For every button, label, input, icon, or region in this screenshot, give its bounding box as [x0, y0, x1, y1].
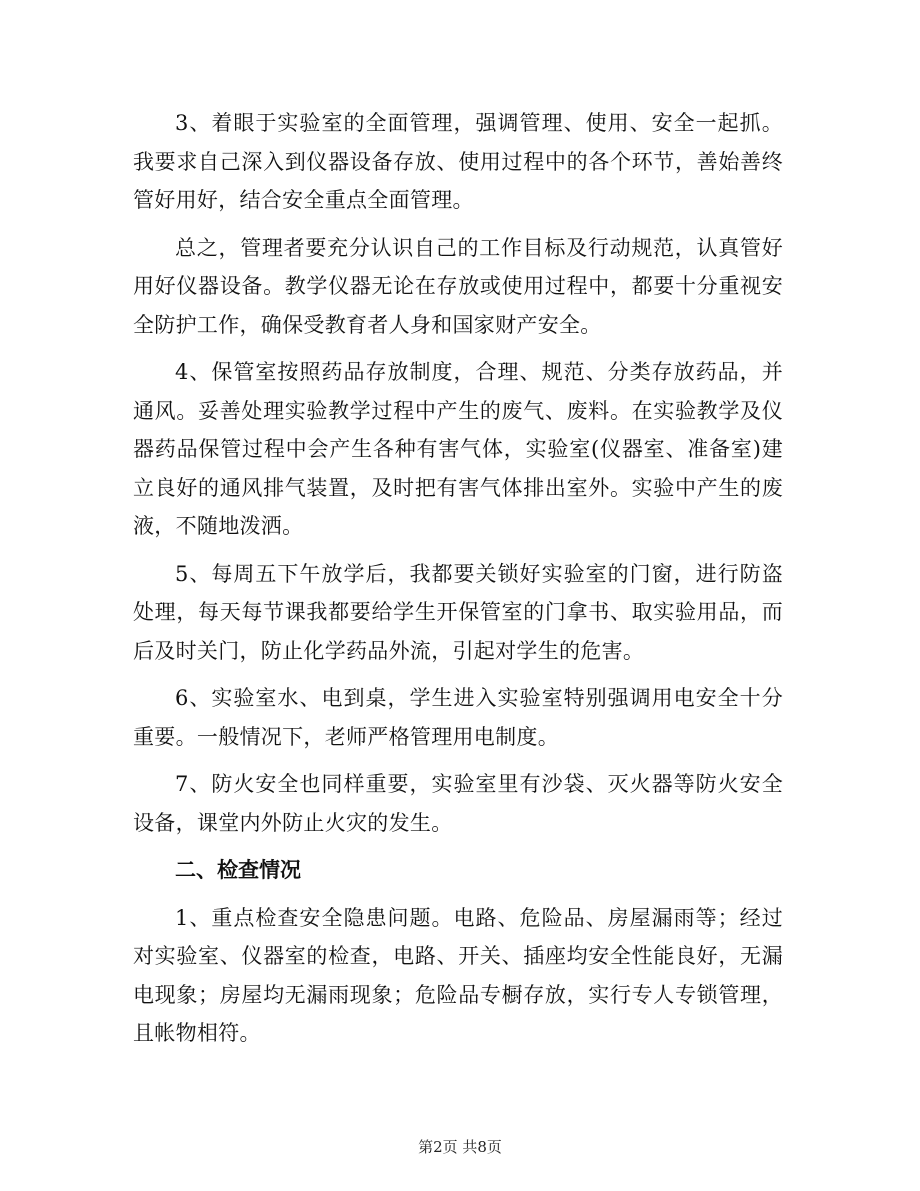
paragraph-item-4: 4、保管室按照药品存放制度，合理、规范、分类存放药品，并通风。妥善处理实验教学过程中产生的废气、废料。在实验教学及仪器药品保管过程中会产生各种有害气体，实验室(仪器室、准备室)建立良好的通风排气装置，及时把有害气体排出室外。实验中产生的废液，不随地泼洒。 — [133, 360, 783, 538]
paragraph-summary: 总之，管理者要充分认识自己的工作目标及行动规范，认真管好用好仪器设备。教学仪器无论在存放或使用过程中，都要十分重视安全防护工作，确保受教育者人身和国家财产安全。 — [133, 235, 783, 337]
document-body — [133, 104, 783, 1062]
section-heading: 二、检查情况 — [175, 857, 301, 882]
paragraph-item-3: 3、着眼于实验室的全面管理，强调管理、使用、安全一起抓。我要求自己深入到仪器设备存放、使用过程中的各个环节，善始善终管好用好，结合安全重点全面管理。 — [133, 111, 783, 212]
paragraph-check-1: 1、重点检查安全隐患问题。电路、危险品、房屋漏雨等；经过对实验室、仪器室的检查，电路、开关、插座均安全性能良好，无漏电现象；房屋均无漏雨现象；危险品专橱存放，实行专人专锁管理，且帐物相符。 — [133, 905, 783, 1045]
paragraph-item-5: 5、每周五下午放学后，我都要关锁好实验室的门窗，进行防盗处理，每天每节课我都要给学生开保管室的门拿书、取实验用品，而后及时关门，防止化学药品外流，引起对学生的危害。 — [133, 561, 783, 663]
paragraph-item-7: 7、防火安全也同样重要，实验室里有沙袋、灭火器等防火安全设备，课堂内外防止火灾的发生。 — [133, 772, 783, 835]
page-indicator: 第2页 共8页 — [418, 1138, 502, 1156]
paragraph-item-6: 6、实验室水、电到桌，学生进入实验室特别强调用电安全十分重要。一般情况下，老师严格管理用电制度。 — [133, 686, 783, 749]
